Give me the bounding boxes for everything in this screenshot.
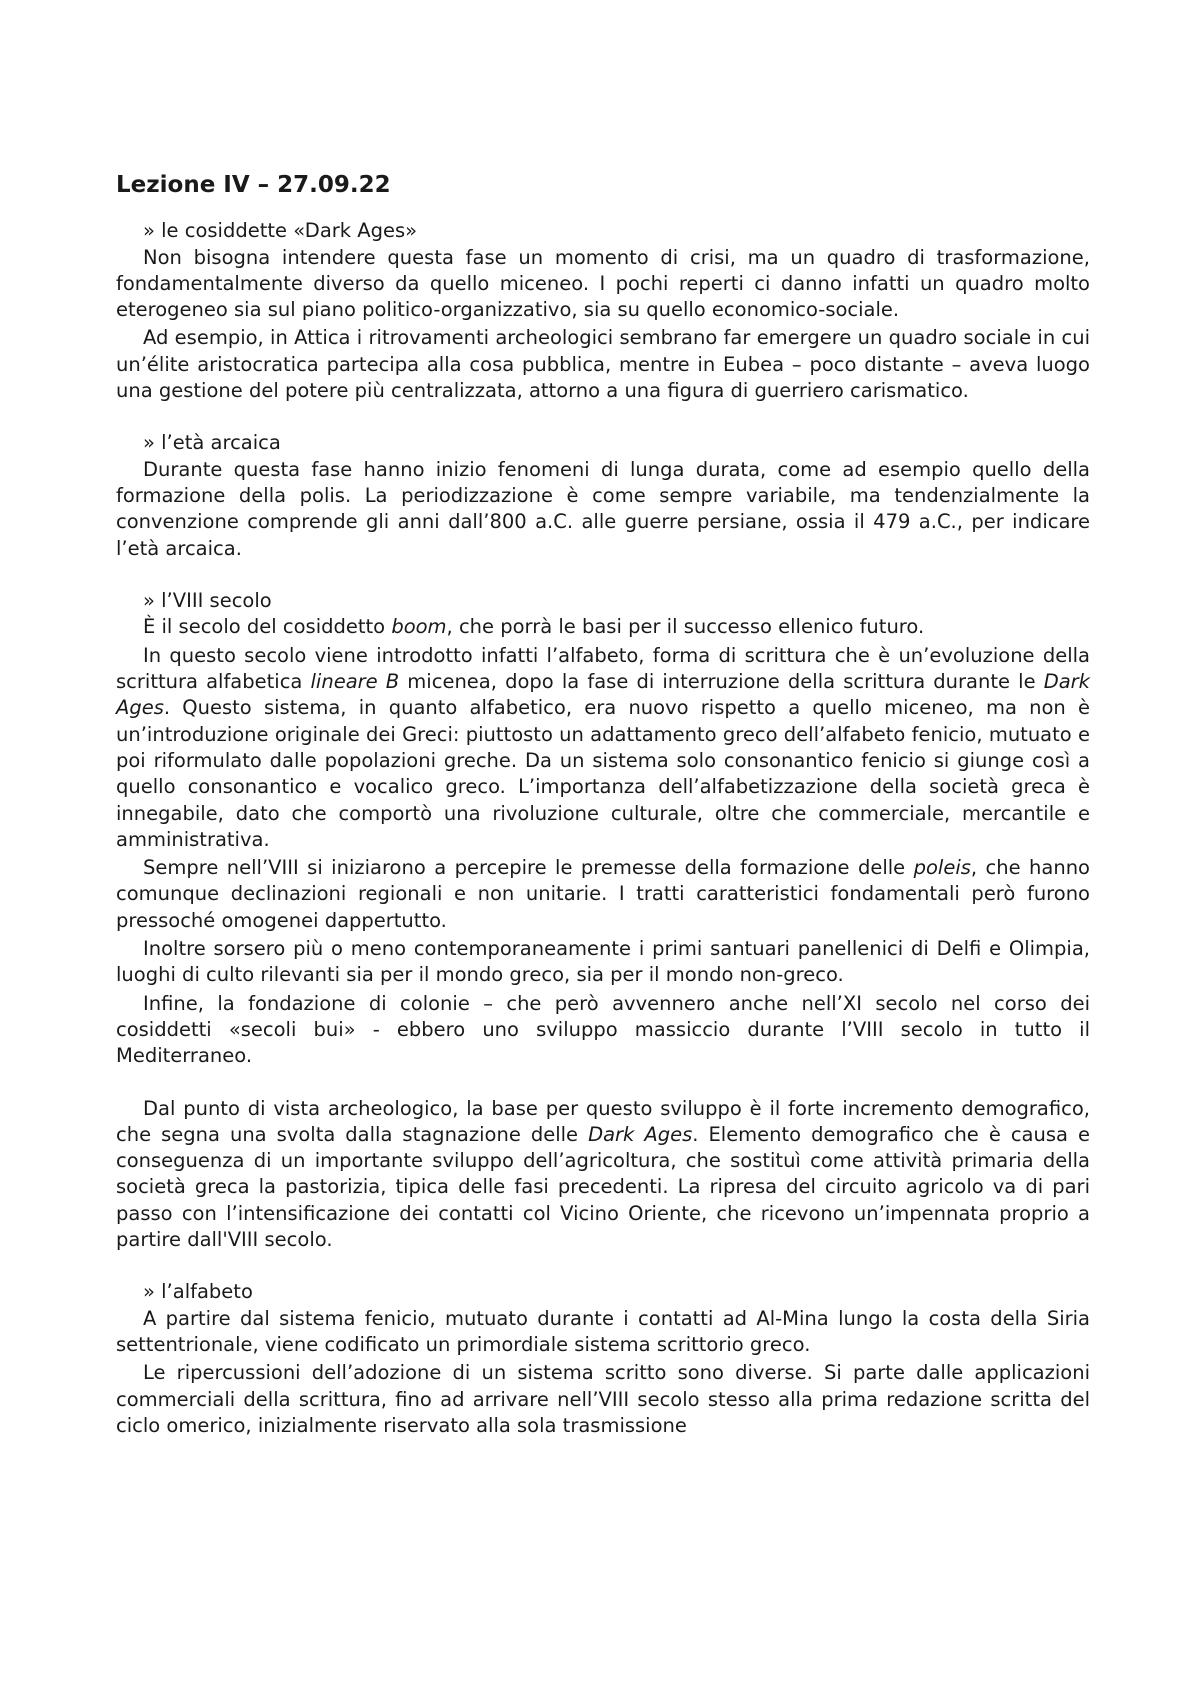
paragraph: Durante questa fase hanno inizio fenomeni di lunga durata, come ad esempio quello della formazione della polis. La periodizzazione è come sempre variabile, ma tendenzialmente la convenzione comprende gli anni dall’800 a.C. alle guerre persiane, ossia il 479 a.C., per indicare l’età arcaica. [116,457,1090,560]
paragraph: Sempre nell’VIII si iniziarono a percepire le premesse della formazione delle poleis, che hanno comunque declinazioni regionali e non unitarie. I tratti caratteristici fondamentali però furono pressoché omogenei dappertutto. [116,856,1090,932]
section-heading: » l’VIII secolo [143,588,272,612]
paragraph: Infine, la fondazione di colonie – che però avvennero anche nell’XI secolo nel corso dei cosiddetti «secoli bui» - ebbero uno sviluppo massiccio durante l’VIII secolo in tutto il Mediterraneo. [116,991,1090,1068]
document-page [116,170,1090,1465]
section-eta-arcaica [116,430,1090,562]
paragraph: In questo secolo viene introdotto infatti l’alfabeto, forma di scrittura che è un’evoluzione della scrittura alfabetica lineare B micenea, dopo la fase di interruzione della scrittura durante le Dark Ages. Questo sistema, in quanto alfabetico, era nuovo rispetto a quello miceneo, ma non è un’introduzione originale dei Greci: piuttosto un adattamento greco dell’alfabeto fenicio, mutuato e poi riformulato dalle popolazioni greche. Da un sistema solo consonantico fenicio si giunge così a quello consonantico e vocalico greco. L’importanza dell’alfabetizzazione della società greca è innegabile, dato che comportò una rivoluzione culturale, oltre che commerciale, mercantile e amministrativa. [116,643,1090,851]
paragraph: È il secolo del cosiddetto boom, che porrà le basi per il successo ellenico futuro. [143,615,925,639]
paragraph: Inoltre sorsero più o meno contemporaneamente i primi santuari panellenici di Delfi e Olimpia, luoghi di culto rilevanti sia per il mondo greco, sia per il mondo non-greco. [116,937,1090,987]
section-dark-ages [116,218,1090,404]
paragraph: Ad esempio, in Attica i ritrovamenti archeologici sembrano far emergere un quadro sociale in cui un’élite aristocratica partecipa alla cosa pubblica, mentre in Eubea – poco distante – aveva luogo una gestione del potere più centralizzata, attorno a una figura di guerriero carismatico. [116,326,1090,402]
section-alfabeto [116,1279,1090,1439]
section-heading: » l’età arcaica [143,431,281,455]
section-heading: » l’alfabeto [143,1280,253,1304]
paragraph: A partire dal sistema fenicio, mutuato durante i contatti ad Al-Mina lungo la costa della Siria settentrionale, viene codificato un primordiale sistema scrittorio greco. [116,1306,1090,1357]
paragraph: Non bisogna intendere questa fase un momento di crisi, ma un quadro di trasformazione, fondamentalmente diverso da quello miceneo. I pochi reperti ci danno infatti un quadro molto eterogeneo sia sul piano politico-organizzativo, sia su quello economico-sociale. [116,245,1090,322]
section-viii-secolo [116,588,1090,1070]
paragraph: Le ripercussioni dell’adozione di un sistema scritto sono diverse. Si parte dalle applicazioni commerciali della scrittura, fino ad arrivare nell’VIII secolo stesso alla prima redazione scritta del ciclo omerico, inizialmente riservato alla sola trasmissione [116,1361,1090,1437]
section-heading: » le cosiddette «Dark Ages» [143,219,418,242]
section-archeologia [116,1096,1090,1254]
paragraph: Dal punto di vista archeologico, la base per questo sviluppo è il forte incremento demografico, che segna una svolta dalla stagnazione delle Dark Ages. Elemento demografico che è causa e conseguenza di un importante sviluppo dell’agricoltura, che sostituì come attività primaria della società greca la pastorizia, tipica delle fasi precedenti. La ripresa del circuito agricolo va di pari passo con l’intensificazione dei contatti col Vicino Oriente, che ricevono un’impennata proprio a partire dall'VIII secolo. [116,1096,1090,1251]
page-title: Lezione IV – 27.09.22 [116,172,391,198]
